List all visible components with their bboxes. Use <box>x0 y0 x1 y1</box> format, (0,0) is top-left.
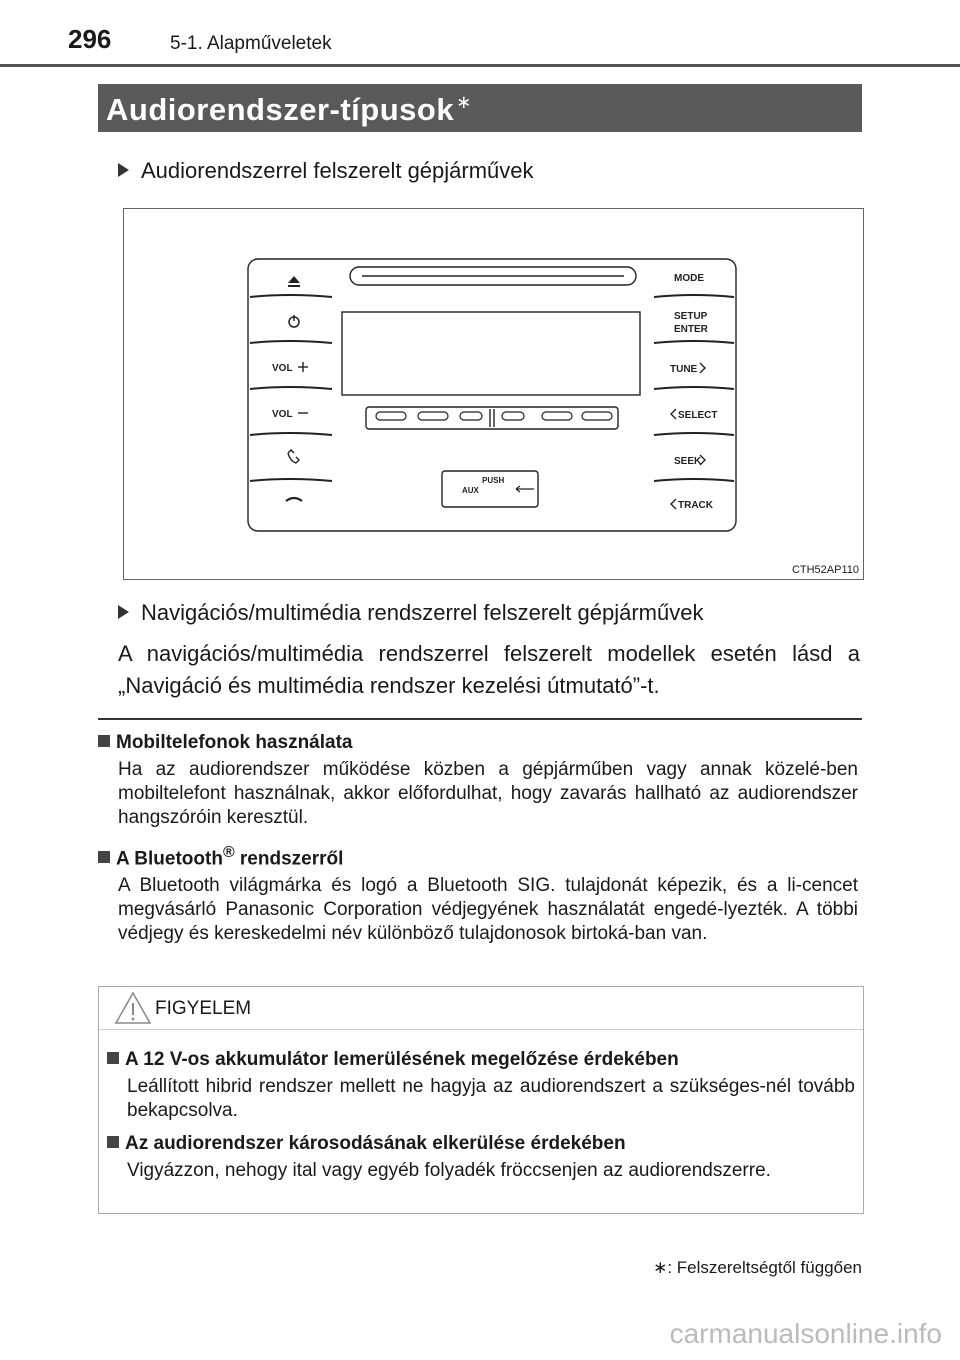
section-title-bar <box>98 84 862 132</box>
bullet-text: Navigációs/multimédia rendszerrel felszerelt gépjárművek <box>141 600 704 625</box>
warning-item-heading <box>107 1131 855 1157</box>
hangup-icon <box>286 498 302 501</box>
vol-up-label: VOL <box>272 363 293 374</box>
warning-label: FIGYELEM <box>155 998 252 1019</box>
display-screen <box>342 312 640 395</box>
phone-icon <box>288 450 299 463</box>
enter-label: ENTER <box>674 324 708 335</box>
triangle-bullet-icon <box>118 163 129 177</box>
warning-header <box>99 987 863 1030</box>
warning-item-heading-text: A 12 V-os akkumulátor lemerülésének megelőzése érdekében <box>125 1049 679 1070</box>
mode-label: MODE <box>674 273 704 284</box>
preset-strip <box>366 407 618 429</box>
section-bluetooth <box>98 840 858 946</box>
page-number: 296 <box>68 24 112 54</box>
square-bullet-icon <box>98 735 110 747</box>
warning-triangle-icon <box>113 990 153 1026</box>
bullet-text: Audiorendszerrel felszerelt gépjárművek <box>141 158 534 183</box>
usb-icon <box>516 486 534 492</box>
section-title-text: Audiorendszer-típusok <box>106 92 455 127</box>
section-body: A Bluetooth világmárka és logó a Bluetooth SIG. tulajdonát képezik, és a li-cencet megvásárló Panasonic Corporation védjegyének használatát engedé-lyezték. A többi védjegy és kereskedelmi név különböző tulajdonosok birtoká-ban van. <box>118 875 858 945</box>
section-heading <box>98 730 858 756</box>
warning-item <box>107 1131 855 1183</box>
warning-item-body: Leállított hibrid rendszer mellett ne hagyja az audiorendszert a szükséges-nél tovább bekapcsolva. <box>127 1076 855 1121</box>
bullet-nav-system <box>118 600 703 626</box>
section-body: Ha az audiorendszer működése közben a gépjárműben vagy annak közelé-ben mobiltelefont használnak, akkor előfordulhat, hogy zavarás hallható az audiorendszer hangszóróin keresztül. <box>118 759 858 828</box>
section-heading-text-2: rendszerről <box>234 848 344 870</box>
figure-id: CTH52AP110 <box>791 564 859 576</box>
vol-down-label: VOL <box>272 409 293 420</box>
watermark: carmanualsonline.info <box>669 1318 942 1349</box>
footnote-marker: ∗ <box>653 1258 668 1277</box>
track-label: TRACK <box>678 500 713 511</box>
nav-paragraph: A navigációs/multimédia rendszerrel felszerelt modellek esetén lásd a „Navigáció és multimédia rendszer kezelési útmutató”-t. <box>118 641 860 698</box>
asterisk-marker: ∗ <box>456 92 472 112</box>
setup-label: SETUP <box>674 311 708 322</box>
section-heading-text: Mobiltelefonok használata <box>116 732 353 753</box>
section-mobile-phones <box>98 730 858 830</box>
section-heading <box>98 840 858 872</box>
warning-item-heading-text: Az audiorendszer károsodásának elkerülése érdekében <box>125 1133 626 1154</box>
audio-unit-drawing <box>124 209 863 579</box>
warning-item-body: Vigyázzon, nehogy ital vagy egyéb folyadék fröccsenjen az audiorendszerre. <box>127 1160 771 1181</box>
eject-icon <box>288 276 300 283</box>
bullet-audio-system <box>118 158 534 184</box>
seek-label: SEEK <box>674 456 702 467</box>
aux-label: AUX <box>462 486 479 495</box>
tune-label: TUNE <box>670 364 698 375</box>
square-bullet-icon <box>107 1052 119 1064</box>
warning-box <box>98 986 864 1214</box>
audio-unit-figure <box>123 208 864 580</box>
push-label: PUSH <box>482 476 505 485</box>
footnote <box>653 1258 862 1278</box>
section-divider <box>98 718 862 720</box>
square-bullet-icon <box>107 1136 119 1148</box>
warning-item <box>107 1047 855 1123</box>
square-bullet-icon <box>98 851 110 863</box>
select-label: SELECT <box>678 410 718 421</box>
triangle-bullet-icon <box>118 605 129 619</box>
footnote-text: : Felszereltségtől függően <box>667 1258 862 1277</box>
header-divider <box>0 64 960 67</box>
chapter-title: 5-1. Alapműveletek <box>170 33 332 54</box>
section-heading-text: A Bluetooth <box>116 848 223 870</box>
section-title <box>106 92 472 128</box>
warning-item-heading <box>107 1047 855 1073</box>
registered-mark: ® <box>222 844 235 861</box>
